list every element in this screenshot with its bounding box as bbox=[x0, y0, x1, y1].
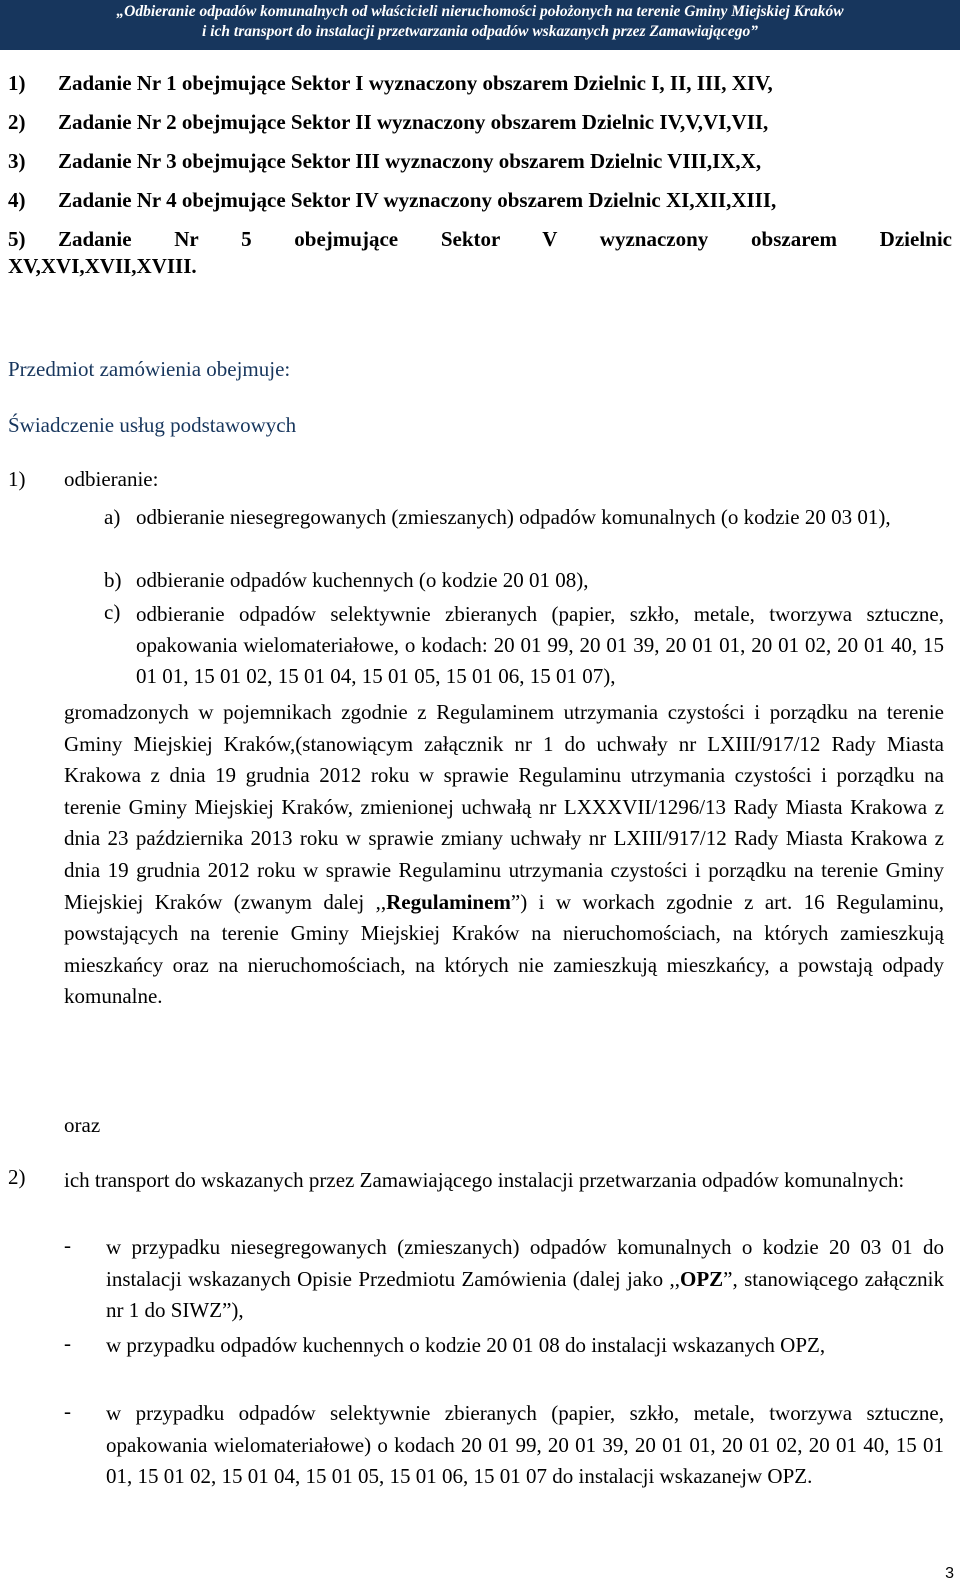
item1-paragraph: gromadzonych w pojemnikach zgodnie z Regulaminem utrzymania czystości i porządku na terenie Gminy Miejskiej Kraków,(stanowiącym załącznik nr 1 do uchwały nr LXIII/917/12 Rady Miasta Krakowa z dnia 19 grudnia 2012 roku w sprawie Regulaminu utrzymania czystości i porządku na terenie Gminy Miejskiej Kraków, zmienionej uchwałą nr LXXXVII/1296/13 Rady Miasta Krakowa z dnia 23 października 2013 roku w sprawie zmiany uchwały nr LXIII/917/12 Rady Miasta Krakowa z dnia 19 grudnia 2012 roku w sprawie Regulaminu utrzymania czystości i porządku na terenie Gminy Miejskiej Kraków (zwanym dalej ,,Regulaminem”) i w workach zgodnie z art. 16 Regulaminu, powstających na terenie Gminy Miejskiej Kraków na nieruchomościach, na których zamieszkują mieszkańcy oraz na nieruchomościach, na których nie zamieszkują mieszkańcy, a powstają odpady komunalne. bbox=[64, 700, 944, 1009]
item2-number: 2) bbox=[8, 1165, 26, 1189]
page-number: 3 bbox=[945, 1565, 954, 1582]
header-line-2: i ich transport do instalacji przetwarzania odpadów wskazanych przez Zamawiającego” bbox=[202, 23, 758, 40]
task-item: 3) Zadanie Nr 3 obejmujące Sektor III wyznaczony obszarem Dzielnic VIII,IX,X, bbox=[8, 149, 762, 173]
item1-b-text: odbieranie odpadów kuchennych (o kodzie 20 01 08), bbox=[136, 568, 589, 592]
item2-dash-1: w przypadku niesegregowanych (zmieszanych) odpadów komunalnych o kodzie 20 03 01 do instalacji wskazanych Opisie Przedmiotu Zamówienia (dalej jako ,,OPZ”, stanowiącego załącznik nr 1 do SIWZ”), bbox=[106, 1235, 944, 1322]
item2-intro: ich transport do wskazanych przez Zamawiającego instalacji przetwarzania odpadów komunalnych: bbox=[64, 1168, 905, 1192]
item2-dash-2: w przypadku odpadów kuchennych o kodzie 20 01 08 do instalacji wskazanych OPZ, bbox=[106, 1333, 826, 1357]
item1-a-text: odbieranie niesegregowanych (zmieszanych) odpadów komunalnych (o kodzie 20 03 01), bbox=[136, 505, 891, 529]
item2-dash-3: w przypadku odpadów selektywnie zbieranych (papier, szkło, metale, tworzywa sztuczne, opakowania wielomateriałowe) o kodach 20 01 99, 20 01 39, 20 01 01, 20 01 02, 20 01 40, 15 01 01, 15 01 02, 15 01 04, 15 01 05, 15 01 06, 15 01 07 do instalacji wskazanejw OPZ. bbox=[106, 1401, 944, 1488]
opz-term: OPZ bbox=[679, 1266, 724, 1291]
task-item: 1) Zadanie Nr 1 obejmujące Sektor I wyznaczony obszarem Dzielnic I, II, III, XIV, bbox=[8, 71, 773, 95]
subject-title: Przedmiot zamówienia obejmuje: bbox=[8, 357, 291, 381]
document-header bbox=[0, 0, 960, 50]
item1-c-label: c) bbox=[104, 600, 121, 624]
task-item: 2) Zadanie Nr 2 obejmujące Sektor II wyznaczony obszarem Dzielnic IV,V,VI,VII, bbox=[8, 110, 769, 134]
item1-a-label: a) bbox=[104, 505, 121, 529]
oraz-connector: oraz bbox=[64, 1113, 101, 1137]
task-item: 4) Zadanie Nr 4 obejmujące Sektor IV wyznaczony obszarem Dzielnic XI,XII,XIII, bbox=[8, 188, 777, 212]
subject-subtitle: Świadczenie usług podstawowych bbox=[8, 413, 297, 437]
task-list bbox=[8, 70, 952, 292]
item1-c-text: odbieranie odpadów selektywnie zbieranych (papier, szkło, metale, tworzywa sztuczne, opakowania wielomateriałowe, o kodach: 20 01 99, 20 01 39, 20 01 01, 20 01 02, 20 01 40, 15 01 01, 15 01 02, 15 01 04, 15 01 05, 15 01 06, 15 01 07), bbox=[136, 602, 944, 688]
dash-marker: - bbox=[64, 1233, 71, 1257]
dash-marker: - bbox=[64, 1331, 71, 1355]
task-item: 5) Zadanie Nr 5 obejmujące Sektor V wyznaczony obszarem Dzielnic bbox=[8, 227, 952, 251]
dash-marker: - bbox=[64, 1399, 71, 1423]
task-item-continuation: XV,XVI,XVII,XVIII. bbox=[8, 254, 197, 278]
header-line-1: „Odbieranie odpadów komunalnych od właścicieli nieruchomości położonych na terenie Gminy Miejskiej Kraków bbox=[116, 3, 844, 20]
item1-b-label: b) bbox=[104, 568, 122, 592]
item1-label: odbieranie: bbox=[64, 467, 159, 491]
item1-number: 1) bbox=[8, 467, 26, 491]
regulamin-term: Regulaminem bbox=[386, 889, 511, 914]
